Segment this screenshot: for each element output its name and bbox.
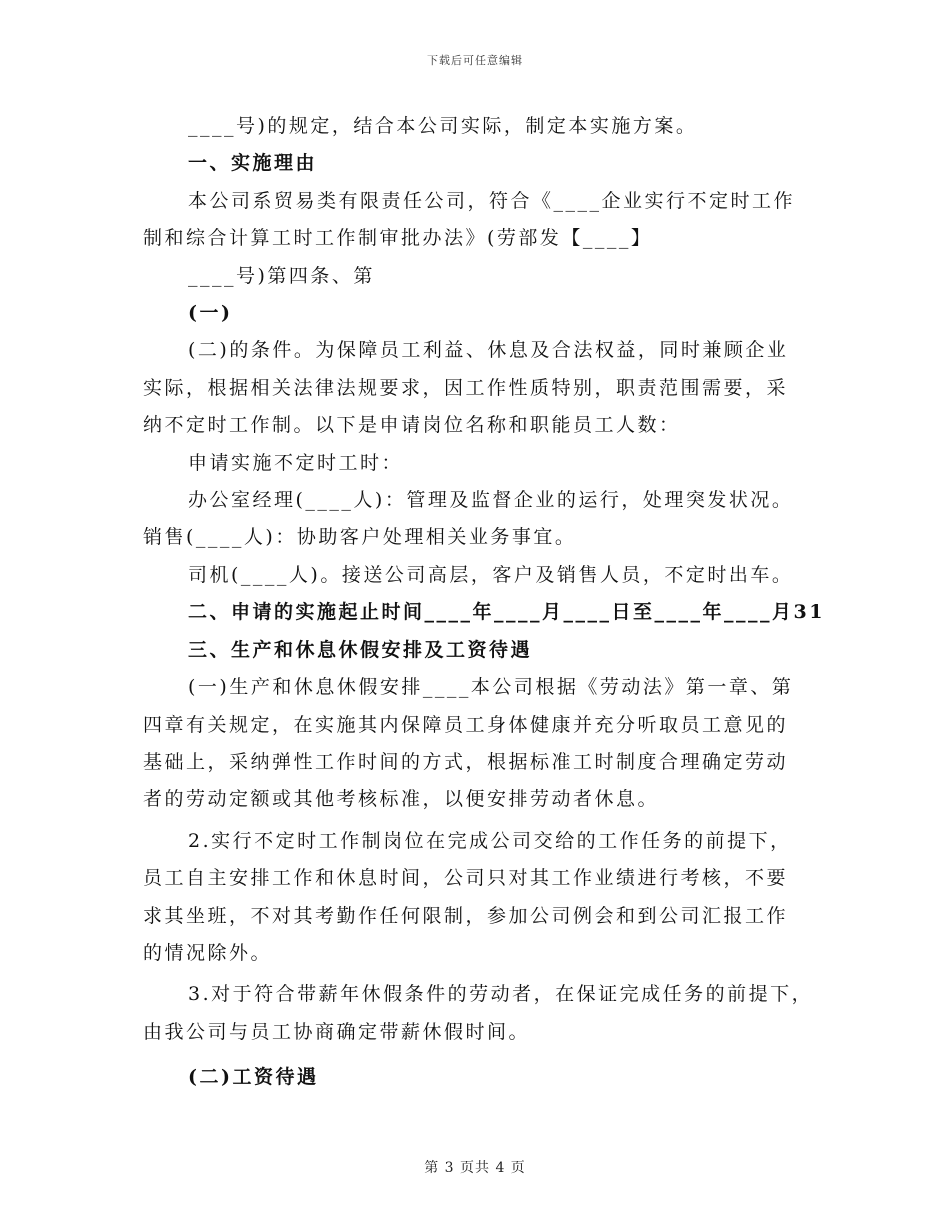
subsection-heading: (二)工资待遇 [188,1066,319,1089]
section-heading: 一、实施理由 [188,152,318,175]
paragraph-line: 销售(____人)：协助客户处理相关业务事宜。 [143,526,577,549]
paragraph-line: ____号)的规定，结合本公司实际，制定本实施方案。 [188,115,698,137]
paragraph-line: 基础上，采纳弹性工作时间的方式，根据标准工时制度合理确定劳动 [143,750,789,773]
paragraph-line: 纳不定时工作制。以下是申请岗位名称和职能员工人数： [143,414,681,437]
paragraph-line: 求其坐班，不对其考勤作任何限制，参加公司例会和到公司汇报工作 [143,904,789,927]
section-heading: 二、申请的实施起止时间____年____月____日至____年____月31 [188,601,825,624]
paragraph-line: 本公司系贸易类有限责任公司，符合《____企业实行不定时工作 [188,189,796,212]
paragraph-line: 员工自主安排工作和休息时间，公司只对其工作业绩进行考核，不要 [143,867,789,890]
paragraph-line: 四章有关规定，在实施其内保障员工身体健康并充分听取员工意见的 [143,713,789,736]
subsection-heading: (一) [188,302,233,325]
paragraph-line: 3.对于符合带薪年休假条件的劳动者，在保证完成任务的前提下， [188,983,814,1006]
paragraph-line: (二)的条件。为保障员工利益、休息及合法权益，同时兼顾企业 [188,339,789,362]
page-footer: 第 3 页共 4 页 [424,1160,526,1176]
section-heading: 三、生产和休息休假安排及工资待遇 [188,638,533,661]
document-body [143,108,825,1097]
page-header: 下载后可任意编辑 [427,54,523,67]
paragraph-line: 由我公司与员工协商确定带薪休假时间。 [143,1020,531,1043]
paragraph-line: (一)生产和休息休假安排____本公司根据《劳动法》第一章、第 [188,676,794,699]
paragraph-line: 申请实施不定时工时： [188,451,404,474]
paragraph-line: 实际，根据相关法律法规要求，因工作性质特别，职责范围需要，采 [143,376,789,399]
paragraph-line: ____号)第四条、第 [188,264,375,287]
paragraph-line: 办公室经理(____人)：管理及监督企业的运行，处理突发状况。 [188,489,794,512]
paragraph-line: 的情况除外。 [143,941,273,964]
paragraph-line: 2.实行不定时工作制岗位在完成公司交给的工作任务的前提下， [188,829,792,852]
paragraph-line: 司机(____人)。接送公司高层，客户及销售人员，不定时出车。 [188,563,794,586]
paragraph-line: 制和综合计算工时工作制审批办法》(劳部发【____】 [143,227,653,250]
paragraph-line: 者的劳动定额或其他考核标准，以便安排劳动者休息。 [143,788,660,811]
